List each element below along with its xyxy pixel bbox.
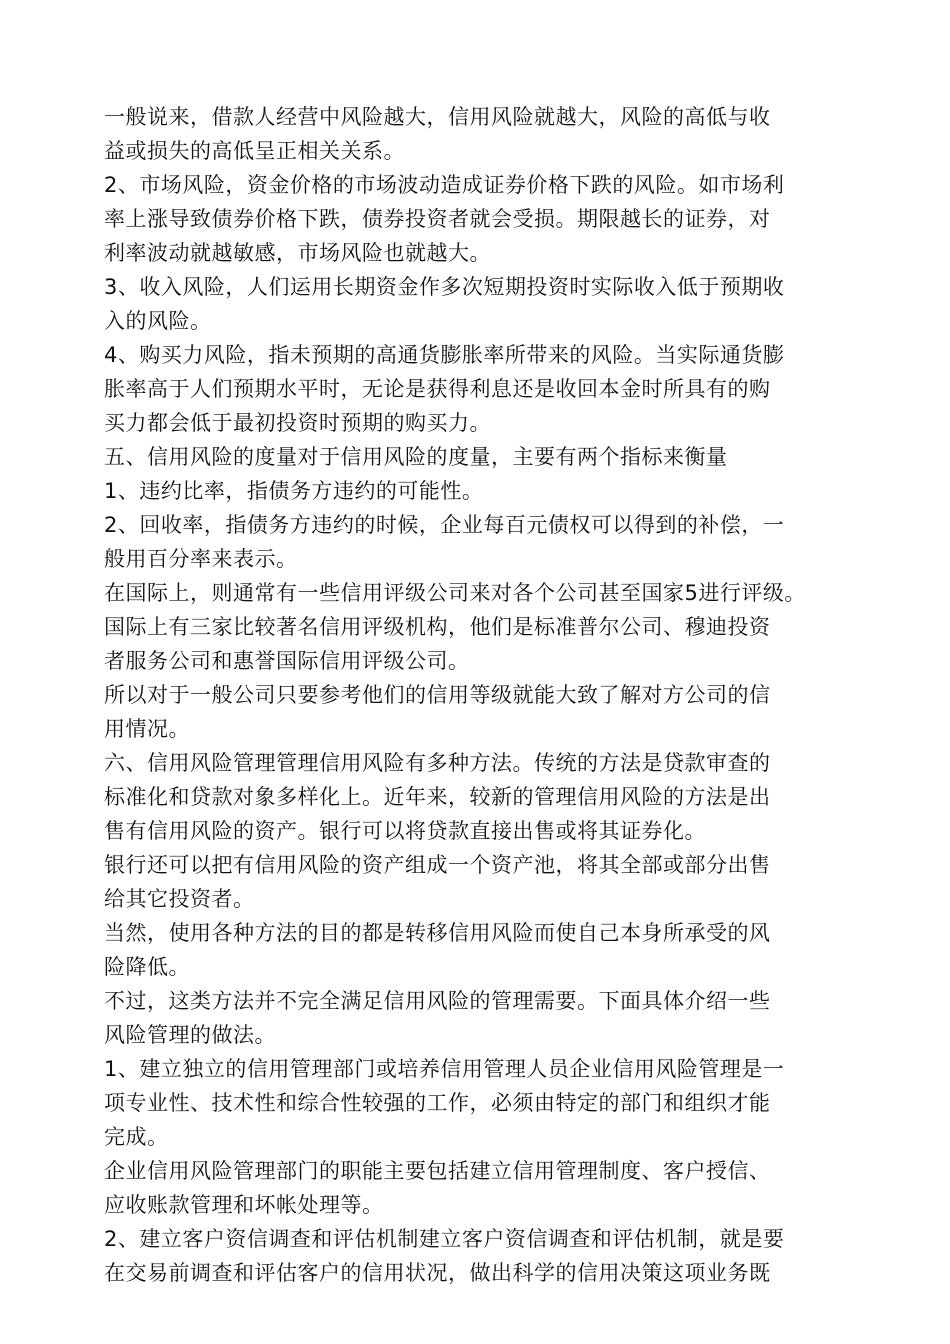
- text-line: 4、购买力风险，指未预期的高通货膨胀率所带来的风险。当实际通货膨: [104, 343, 785, 367]
- text-line: 项专业性、技术性和综合性较强的工作，必须由特定的部门和组织才能: [104, 1091, 771, 1115]
- text-line: 入的风险。: [104, 309, 212, 333]
- text-line: 2、回收率，指债务方违约的时候，企业每百元债权可以得到的补偿，一: [104, 513, 785, 537]
- text-line: 般用百分率来表示。: [104, 547, 298, 571]
- text-line: 胀率高于人们预期水平时，无论是获得利息还是收回本金时所具有的购: [104, 377, 771, 401]
- text-line: 企业信用风险管理部门的职能主要包括建立信用管理制度、客户授信、: [104, 1159, 771, 1183]
- text-line: 给其它投资者。: [104, 887, 255, 911]
- text-line: 当然，使用各种方法的目的都是转移信用风险而使自己本身所承受的风: [104, 921, 771, 945]
- text-line: 2、市场风险，资金价格的市场波动造成证券价格下跌的风险。如市场利: [104, 173, 785, 197]
- text-line: 3、收入风险，人们运用长期资金作多次短期投资时实际收入低于预期收: [104, 275, 785, 299]
- text-line: 在国际上，则通常有一些信用评级公司来对各个公司甚至国家5进行评级。: [104, 581, 806, 605]
- text-line: 利率波动就越敏感，市场风险也就越大。: [104, 241, 491, 265]
- text-line: 六、信用风险管理管理信用风险有多种方法。传统的方法是贷款审查的: [104, 751, 771, 775]
- document-page: [104, 100, 904, 1290]
- text-line: 益或损失的高低呈正相关关系。: [104, 139, 405, 163]
- text-line: 在交易前调查和评估客户的信用状况，做出科学的信用决策这项业务既: [104, 1261, 771, 1285]
- text-line: 险降低。: [104, 955, 190, 979]
- text-line: 2、建立客户资信调查和评估机制建立客户资信调查和评估机制，就是要: [104, 1227, 785, 1251]
- text-line: 风险管理的做法。: [104, 1023, 276, 1047]
- text-line: 应收账款管理和坏帐处理等。: [104, 1193, 384, 1217]
- text-line: 标准化和贷款对象多样化上。近年来，较新的管理信用风险的方法是出: [104, 785, 771, 809]
- text-line: 五、信用风险的度量对于信用风险的度量，主要有两个指标来衡量: [104, 445, 728, 469]
- text-line: 银行还可以把有信用风险的资产组成一个资产池，将其全部或部分出售: [104, 853, 771, 877]
- text-line: 国际上有三家比较著名信用评级机构，他们是标准普尔公司、穆迪投资: [104, 615, 771, 639]
- text-line: 者服务公司和惠誉国际信用评级公司。: [104, 649, 470, 673]
- text-line: 1、违约比率，指债务方违约的可能性。: [104, 479, 484, 503]
- text-line: 完成。: [104, 1125, 169, 1149]
- text-line: 率上涨导致债券价格下跌，债券投资者就会受损。期限越长的证券，对: [104, 207, 771, 231]
- text-line: 一般说来，借款人经营中风险越大，信用风险就越大，风险的高低与收: [104, 105, 771, 129]
- text-line: 不过，这类方法并不完全满足信用风险的管理需要。下面具体介绍一些: [104, 989, 771, 1013]
- text-line: 买力都会低于最初投资时预期的购买力。: [104, 411, 491, 435]
- text-line: 所以对于一般公司只要参考他们的信用等级就能大致了解对方公司的信: [104, 683, 771, 707]
- text-line: 售有信用风险的资产。银行可以将贷款直接出售或将其证券化。: [104, 819, 706, 843]
- text-line: 用情况。: [104, 717, 190, 741]
- text-line: 1、建立独立的信用管理部门或培养信用管理人员企业信用风险管理是一: [104, 1057, 785, 1081]
